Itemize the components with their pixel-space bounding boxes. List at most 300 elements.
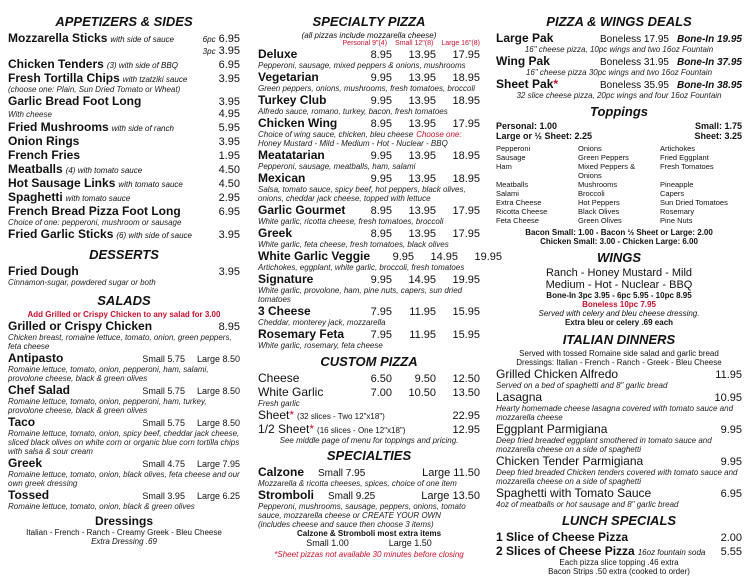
pizza-price: 9.95 <box>370 95 392 107</box>
deal-item <box>496 54 742 68</box>
pizza-price: 13.95 <box>408 118 436 130</box>
pizza-desc-text: White garlic, rosemary, feta cheese <box>258 341 383 350</box>
topping-item: Black Olives <box>578 207 620 216</box>
pizza-desc-text: Pepperoni, sausage, mixed peppers & onions, mushrooms <box>258 61 466 70</box>
deal-bone-in: Bone-In 37.95 <box>676 57 742 68</box>
dinner-name: Spaghetti with Tomato Sauce <box>496 486 652 500</box>
column-pizza <box>258 10 503 559</box>
topping-item: Ham <box>496 162 512 171</box>
custom-desc: Fresh garlic <box>258 399 300 408</box>
salad-small: Small 5.75 <box>142 418 185 428</box>
deal-desc: 16" cheese pizza, 10pc wings and two 16oz Fountain <box>524 45 714 54</box>
dinner-item <box>496 390 742 404</box>
custom-price: 7.00 <box>370 387 392 399</box>
appetizer-price: 3.95 <box>218 73 240 85</box>
appetizer-name: Hot Sausage Links <box>8 176 116 190</box>
appetizer-item <box>8 45 240 57</box>
pizza-price: 7.95 <box>370 306 392 318</box>
pizza-desc-text: White garlic, provolone, ham, pine nuts, capers, sun dried tomatoes <box>258 286 463 304</box>
dinner-price: 9.95 <box>720 456 742 468</box>
pizza-price: 14.95 <box>430 251 459 263</box>
custom-note: See middle page of menu for toppings and pricing. <box>279 436 459 445</box>
deal-desc: 32 slice cheese pizza, 20pc wings and four 16oz Fountain <box>516 91 722 100</box>
deal-item <box>496 31 742 45</box>
calzone-small: Small 7.95 <box>318 468 366 479</box>
dinner-desc: Deep fried breaded Chicken tenders covered with tomato sauce and mozzarella cheese on a side of spaghetti <box>496 468 738 486</box>
dinners-title: ITALIAN DINNERS <box>562 332 676 347</box>
appetizer-sub: with tzatziki sauce <box>122 75 188 84</box>
lunch-list <box>496 530 742 558</box>
dessert-item <box>8 264 240 278</box>
topping-item: Sun Dried Tomatoes <box>660 198 728 207</box>
size-small: Small 12"(8) <box>395 40 434 47</box>
appetizer-item <box>8 57 240 71</box>
specialties-title: SPECIALTIES <box>326 448 412 463</box>
appetizer-sub: (4) with tomato sauce <box>65 166 143 175</box>
salad-large: Large 6.25 <box>196 491 240 501</box>
salad-small: Small 5.75 <box>142 386 185 396</box>
chicken-line: Chicken Small: 3.00 - Chicken Large: 6.00 <box>540 237 698 246</box>
pizza-price: 13.95 <box>408 205 436 217</box>
dinner-name: Lasagna <box>496 390 543 404</box>
column-deals <box>496 10 742 576</box>
tp-large: Large or ½ Sheet: 2.25 <box>496 131 593 141</box>
pizza-price: 19.95 <box>452 274 480 286</box>
topping-item: Salami <box>496 189 519 198</box>
salad-desc: Romaine lettuce, tomato, onion, pepperoni, ham, turkey, provolone cheese, black & green olives <box>8 397 207 415</box>
pizza-item <box>258 70 480 84</box>
topping-item: Broccoli <box>578 189 605 198</box>
dinner-name: Eggplant Parmigiana <box>496 422 608 436</box>
pizza-prices <box>348 173 480 185</box>
lunch-price: 2.00 <box>720 532 742 544</box>
appetizer-sub: with tomato sauce <box>65 194 131 203</box>
pizza-price: 17.95 <box>452 49 480 61</box>
dinner-item <box>496 454 742 468</box>
salads-note: Add Grilled or Crispy Chicken to any salad for 3.00 <box>27 310 221 319</box>
dinner-desc: Served on a bed of spaghetti and 8" garlic bread <box>496 381 668 390</box>
appetizer-sub: (3) with side of BBQ <box>106 61 178 70</box>
appetizer-name: Meatballs <box>8 162 63 176</box>
topping-item: Green Olives <box>578 216 622 225</box>
salad-desc: Romaine lettuce, tomato, onion, pepperoni, ham, salami, provolone cheese, black & green olives <box>8 365 209 383</box>
wing-flavors-2: Medium - Hot - Nuclear - BBQ <box>545 279 693 291</box>
custom-pizza-title: CUSTOM PIZZA <box>320 354 418 369</box>
pizza-price: 18.95 <box>452 95 480 107</box>
pizza-desc <box>258 341 480 350</box>
pizza-desc <box>258 240 480 249</box>
size-personal: Personal 9"(4) <box>342 40 388 47</box>
pizza-price: 13.95 <box>408 95 436 107</box>
deal-bone-in: Bone-In 19.95 <box>676 34 742 45</box>
extra-prices <box>258 538 480 548</box>
calzone-item <box>258 465 480 479</box>
appetizer-price: 3.95 <box>218 45 240 57</box>
salad-item <box>8 456 240 470</box>
boneless-price: Boneless 10pc 7.95 <box>582 300 656 309</box>
size-large: Large 16"(8) <box>441 40 480 47</box>
bacon-line: Bacon Small: 1.00 - Bacon ½ Sheet or Large: 2.00 <box>525 228 713 237</box>
pizza-price: 14.95 <box>408 274 436 286</box>
deals-title: PIZZA & WINGS DEALS <box>546 14 692 29</box>
pizza-price: 13.95 <box>408 228 436 240</box>
custom-price: 13.50 <box>452 387 480 399</box>
custom-prices <box>348 387 480 399</box>
topping-item: Mushrooms <box>578 180 618 189</box>
appetizer-item <box>8 176 240 190</box>
deal-boneless: Boneless 35.95 <box>600 80 669 91</box>
appetizers-title: APPETIZERS & SIDES <box>55 14 193 29</box>
dinner-name: Grilled Chicken Alfredo <box>496 367 619 381</box>
appetizer-sub: with side of sauce <box>110 35 174 44</box>
pizza-price: 8.95 <box>370 228 392 240</box>
calzone-desc: Mozzarella & ricotta cheeses, spices, choice of one item <box>258 479 457 488</box>
appetizer-price: 3.95 <box>218 229 240 241</box>
wings-served: Served with celery and bleu cheese dressing. <box>538 309 700 318</box>
lunch-name: 1 Slice of Cheese Pizza <box>496 530 629 544</box>
pizza-desc <box>258 263 480 272</box>
pizza-name: Deluxe <box>258 47 298 61</box>
custom-price: 12.50 <box>452 373 480 385</box>
pizza-item <box>258 47 480 61</box>
sheet-sub: (32 slices - Two 12"x18") <box>297 412 385 421</box>
pizza-desc <box>258 84 480 93</box>
custom-prices <box>348 373 480 385</box>
pizza-price: 17.95 <box>452 205 480 217</box>
dinner-item <box>496 367 742 381</box>
pizza-price: 8.95 <box>370 205 392 217</box>
pizza-price: 13.95 <box>408 173 436 185</box>
lunch-item <box>496 530 742 544</box>
topping-item: Mixed Peppers & Onions <box>578 162 636 180</box>
appetizer-note: Choice of one: pepperoni, mushroom or sausage <box>8 218 182 227</box>
pizza-desc-text: Artichokes, eggplant, white garlic, broccoli, fresh tomatoes <box>258 263 465 272</box>
wings-title: WINGS <box>596 250 642 265</box>
topping-price-row2 <box>496 131 742 141</box>
pizza-price: 8.95 <box>370 49 392 61</box>
pizza-price: 17.95 <box>452 228 480 240</box>
pizza-name: Meatatarian <box>258 148 325 162</box>
appetizer-item <box>8 162 240 176</box>
appetizer-name: Fresh Tortilla Chips <box>8 71 120 85</box>
pizza-item <box>258 304 480 318</box>
salad-desc: Romaine lettuce, tomato, onion, spicy beef, cheddar jack cheese, sliced black olives on white corn or organic blue corn tortilla chips with salsa & sour cream <box>8 429 240 456</box>
pizza-prices <box>348 306 480 318</box>
pizza-price: 18.95 <box>452 72 480 84</box>
pizza-desc-text: Salsa, tomato sauce, spicy beef, hot peppers, black olives, onions, cheddar jack cheese, topped with lettuce <box>258 185 466 203</box>
sheet-item <box>258 408 480 422</box>
topping-item: Capers <box>660 189 685 198</box>
appetizer-name: French Bread Pizza Foot Long <box>8 204 181 218</box>
bone-in-prices: Bone-In 3pc 3.95 - 6pc 5.95 - 10pc 8.95 <box>546 291 692 300</box>
salad-small: Small 5.75 <box>142 354 185 364</box>
salad-item <box>8 351 240 365</box>
dinners-list <box>496 367 742 509</box>
lunch-price: 5.55 <box>720 546 742 558</box>
specialty-pizza-title: SPECIALTY PIZZA <box>312 14 426 29</box>
appetizer-sub: with side of ranch <box>111 124 174 133</box>
lunch-item <box>496 544 742 558</box>
pizza-price: 11.95 <box>409 329 436 341</box>
sheet-star: * <box>289 408 295 422</box>
half-sheet-name: 1/2 Sheet <box>258 422 310 436</box>
sheet-price: 22.95 <box>452 410 480 422</box>
deal-boneless: Boneless 17.95 <box>600 34 669 45</box>
pizza-item <box>258 249 503 263</box>
salad-small: Small 4.75 <box>142 459 185 469</box>
pizza-list <box>258 47 503 350</box>
topping-item: Meatballs <box>496 180 529 189</box>
pizza-prices <box>348 118 480 130</box>
appetizer-name: Spaghetti <box>8 190 63 204</box>
stromboli-item <box>258 488 480 502</box>
extra-dressing: Extra Dressing .69 <box>91 537 157 546</box>
topping-item: Pineapple <box>660 180 694 189</box>
pizza-prices <box>348 49 480 61</box>
salad-name: Chef Salad <box>8 383 71 397</box>
pizza-item <box>258 203 480 217</box>
pizza-prices <box>348 205 480 217</box>
deal-name: Large Pak <box>496 31 554 45</box>
size-header <box>258 40 480 47</box>
appetizer-note: (choose one: Plain, Sun Dried Tomato or Wheat) <box>8 85 181 94</box>
topping-item: Fresh Tomatoes <box>660 162 714 171</box>
salads-list <box>8 319 240 511</box>
custom-item <box>258 371 480 385</box>
deals-list <box>496 31 742 100</box>
pizza-desc-extra: Honey Mustard - Mild - Medium - Hot - Nuclear - BBQ <box>258 139 448 148</box>
pizza-price: 11.95 <box>409 306 436 318</box>
salad-name: Grilled or Crispy Chicken <box>8 319 153 333</box>
dinner-name: Chicken Tender Parmigiana <box>496 454 644 468</box>
pizza-item <box>258 116 480 130</box>
pizza-name: White Garlic Veggie <box>258 249 371 263</box>
deal-boneless: Boneless 31.95 <box>600 57 669 68</box>
appetizer-price: 3.95 <box>218 96 240 108</box>
topping-item: Green Peppers <box>578 153 629 162</box>
pizza-prices <box>370 251 502 263</box>
deal-bone-in: Bone-In 38.95 <box>676 80 742 91</box>
dinner-price: 10.95 <box>714 392 742 404</box>
custom-price: 9.50 <box>414 373 436 385</box>
appetizer-sub: with tomato sauce <box>118 180 183 189</box>
pizza-desc <box>258 286 480 304</box>
pizza-name: Chicken Wing <box>258 116 338 130</box>
pizza-name: Greek <box>258 226 293 240</box>
pizza-item <box>258 327 480 341</box>
pizza-price: 9.95 <box>370 274 392 286</box>
appetizer-price: 6.95 <box>218 33 240 45</box>
salad-price: 8.95 <box>218 321 240 333</box>
salad-item <box>8 383 240 397</box>
appetizer-item <box>8 190 240 204</box>
calzone-large: Large 11.50 <box>422 467 480 479</box>
pizza-price: 15.95 <box>452 306 480 318</box>
dinners-dressings: Dressings: Italian - French - Ranch - Greek - Bleu Cheese <box>516 358 722 367</box>
wing-flavors-1: Ranch - Honey Mustard - Mild <box>545 267 693 279</box>
pizza-name: 3 Cheese <box>258 304 311 318</box>
portion-label: 6pc <box>202 35 216 44</box>
wings-extra: Extra bleu or celery .69 each <box>564 318 674 327</box>
dessert-note: Cinnamon-sugar, powdered sugar or both <box>8 278 156 287</box>
half-sheet-sub: (16 slices - One 12"x18") <box>317 426 406 435</box>
topping-item: Extra Cheese <box>496 198 542 207</box>
topping-price-row1 <box>496 121 742 131</box>
pizza-desc-text: Pepperoni, sausage, meatballs, ham, salami <box>258 162 416 171</box>
extra-large: Large 1.50 <box>388 538 432 548</box>
pizza-desc <box>258 107 480 116</box>
stromboli-desc2: (includes cheese and sauce then choose 3 items) <box>258 520 434 529</box>
toppings-title: Toppings <box>589 104 648 119</box>
pizza-name: Vegetarian <box>258 70 319 84</box>
stromboli-desc: Pepperoni, mushrooms, sausage, peppers, onions, tomato sauce, mozzarella cheese or CREATE YOUR OWN <box>258 502 466 520</box>
appetizer-price: 4.50 <box>218 178 240 190</box>
pizza-desc-text: Green peppers, onions, mushrooms, fresh tomatoes, broccoli <box>258 84 475 93</box>
dinners-note: Served with tossed Romaine side salad and garlic bread <box>519 349 719 358</box>
sheet-footnote: *Sheet pizzas not available 30 minutes before closing <box>274 550 464 559</box>
dinner-item <box>496 422 742 436</box>
appetizer-item <box>8 134 240 148</box>
pizza-item <box>258 93 480 107</box>
pizza-price: 9.95 <box>370 150 392 162</box>
pizza-price: 18.95 <box>452 150 480 162</box>
pizza-desc <box>258 162 480 171</box>
deal-name: Wing Pak <box>496 54 550 68</box>
portion-label: 3pc <box>202 47 216 56</box>
appetizer-name: Onion Rings <box>8 134 80 148</box>
dinner-desc: Deep fried breaded eggplant smothered in tomato sauce and mozzarella cheese on a side of spaghetti <box>496 436 712 454</box>
pizza-item <box>258 148 480 162</box>
salad-desc: Romaine lettuce, tomato, onion, black olives, feta cheese and our own greek dressing <box>8 470 240 488</box>
salad-item <box>8 488 240 502</box>
pizza-name: Mexican <box>258 171 306 185</box>
pizza-item <box>258 272 480 286</box>
pizza-prices <box>348 228 480 240</box>
appetizer-variant: With cheese <box>8 110 52 119</box>
topping-item: Rosemary <box>660 207 695 216</box>
salad-name: Greek <box>8 456 43 470</box>
half-sheet-price: 12.95 <box>452 424 480 436</box>
calzone-name: Calzone <box>258 465 305 479</box>
custom-name: White Garlic <box>258 385 324 399</box>
desserts-title: DESSERTS <box>89 247 159 262</box>
tp-personal: Personal: 1.00 <box>496 121 558 131</box>
pizza-item <box>258 171 480 185</box>
pizza-desc-text: Cheddar, monterey jack, mozzarella <box>258 318 386 327</box>
pizza-prices <box>348 95 480 107</box>
pizza-item <box>258 226 480 240</box>
appetizer-name: Chicken Tenders <box>8 57 104 71</box>
pizza-desc-choose: Choose one: <box>416 130 462 139</box>
pizza-desc <box>258 61 480 70</box>
appetizer-item <box>8 120 240 134</box>
salad-desc: Romaine lettuce, tomato, onion, black & green olives <box>8 502 195 511</box>
appetizer-price: 4.95 <box>218 108 240 120</box>
custom-price: 6.50 <box>370 373 392 385</box>
pizza-name: Turkey Club <box>258 93 327 107</box>
pizza-price: 9.95 <box>370 173 392 185</box>
pizza-name: Signature <box>258 272 314 286</box>
dinner-item <box>496 486 742 500</box>
pizza-price: 9.95 <box>370 72 392 84</box>
pizza-price: 18.95 <box>452 173 480 185</box>
appetizer-name: Mozzarella Sticks <box>8 31 108 45</box>
appetizer-item <box>8 71 240 85</box>
salad-name: Tossed <box>8 488 50 502</box>
appetizer-price-group <box>200 33 240 45</box>
extra-small: Small 1.00 <box>306 538 349 548</box>
salad-item <box>8 415 240 429</box>
custom-price: 10.50 <box>408 387 436 399</box>
appetizer-price: 2.95 <box>218 192 240 204</box>
dressings-title: Dressings <box>94 514 154 528</box>
pizza-price: 17.95 <box>452 118 480 130</box>
dinner-price: 11.95 <box>715 369 742 381</box>
pizza-desc <box>258 130 480 139</box>
sheet-name: Sheet <box>258 408 290 422</box>
half-sheet-item <box>258 422 480 436</box>
toppings-grid <box>496 144 742 225</box>
appetizer-price: 3.95 <box>218 136 240 148</box>
tp-sheet: Sheet: 3.25 <box>694 131 742 141</box>
pizza-desc-text: Choice of wing sauce, chicken, bleu cheese <box>258 130 414 139</box>
lunch-name: 2 Slices of Cheese Pizza <box>496 544 635 558</box>
appetizer-sub: (6) with side of sauce <box>116 231 192 240</box>
pizza-price: 9.95 <box>392 251 415 263</box>
appetizer-name: Garlic Bread Foot Long <box>8 94 142 108</box>
dinner-desc: 4oz of meatballs or hot sausage and 8" garlic bread <box>496 500 679 509</box>
tp-small: Small: 1.75 <box>694 121 742 131</box>
appetizer-item <box>8 204 240 218</box>
pizza-price: 8.95 <box>370 118 392 130</box>
pizza-price: 15.95 <box>452 329 480 341</box>
appetizer-item <box>8 108 240 120</box>
topping-item: Sausage <box>496 153 526 162</box>
appetizer-name: French Fries <box>8 148 81 162</box>
appetizer-price: 6.95 <box>218 59 240 71</box>
deal-desc: 16" cheese pizza 30pc wings and two 16oz Fountain <box>525 68 713 77</box>
pizza-prices <box>348 72 480 84</box>
lunch-sub: 16oz fountain soda <box>637 548 706 557</box>
topping-item: Hot Peppers <box>578 198 620 207</box>
dessert-name: Fried Dough <box>8 264 79 278</box>
column-appetizers <box>8 10 240 546</box>
custom-name: Cheese <box>258 371 300 385</box>
appetizer-price: 1.95 <box>218 150 240 162</box>
appetizer-item <box>8 227 240 241</box>
dinner-price: 9.95 <box>720 424 742 436</box>
half-sheet-star: * <box>309 422 315 436</box>
topping-item: Feta Cheese <box>496 216 539 225</box>
salad-desc: Chicken breast, romaine lettuce, tomato, onion, green peppers, feta cheese <box>8 333 232 351</box>
salad-name: Antipasto <box>8 351 64 365</box>
appetizer-name: Fried Garlic Sticks <box>8 227 114 241</box>
topping-item: Pepperoni <box>496 144 531 153</box>
topping-item: Onions <box>578 144 602 153</box>
stromboli-large: Large 13.50 <box>421 490 480 502</box>
pizza-prices <box>348 329 480 341</box>
topping-item: Pine Nuts <box>660 216 693 225</box>
pizza-desc <box>258 318 480 327</box>
stromboli-name: Stromboli <box>258 488 314 502</box>
deal-item <box>496 77 742 91</box>
salads-title: SALADS <box>97 293 151 308</box>
dressings-list: Italian - French - Ranch - Creamy Greek - Bleu Cheese <box>26 528 222 537</box>
topping-item: Fried Eggplant <box>660 153 709 162</box>
salad-name: Taco <box>8 415 36 429</box>
salad-large: Large 7.95 <box>196 459 240 469</box>
deal-star: * <box>553 77 559 91</box>
